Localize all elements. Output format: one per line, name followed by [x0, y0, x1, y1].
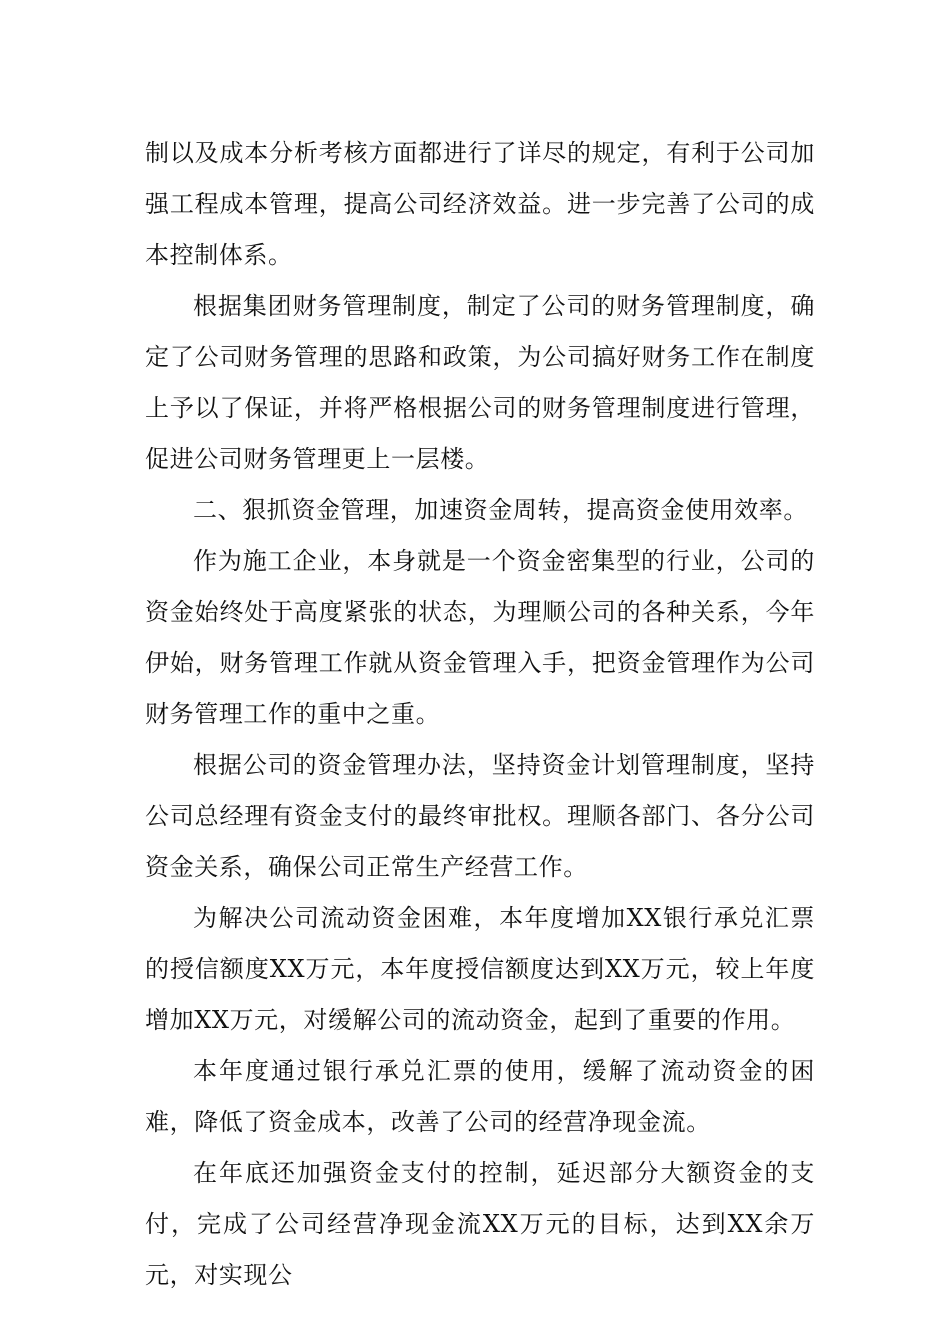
paragraph-year-end-control: 在年底还加强资金支付的控制，延迟部分大额资金的支付，完成了公司经营净现金流XX万元的目标，达到XX余万元，对实现公 [145, 1159, 815, 1289]
paragraph-acceptance-bills: 本年度通过银行承兑汇票的使用，缓解了流动资金的困难，降低了资金成本，改善了公司的经营净现金流。 [145, 1057, 815, 1136]
section-heading-fund-management: 二、狠抓资金管理，加速资金周转，提高资金使用效率。 [193, 496, 808, 524]
paragraph-cost-control: 制以及成本分析考核方面都进行了详尽的规定，有利于公司加强工程成本管理，提高公司经济效益。进一步完善了公司的成本控制体系。 [145, 139, 815, 269]
document-body [145, 128, 815, 1301]
paragraph-credit-line: 为解决公司流动资金困难，本年度增加XX银行承兑汇票的授信额度XX万元，本年度授信额度达到XX万元，较上年度增加XX万元，对缓解公司的流动资金，起到了重要的作用。 [145, 904, 815, 1034]
paragraph-fund-intensive: 作为施工企业，本身就是一个资金密集型的行业，公司的资金始终处于高度紧张的状态，为理顺公司的各种关系，今年伊始，财务管理工作就从资金管理入手，把资金管理作为公司财务管理工作的重中之重。 [145, 547, 815, 728]
paragraph-fund-approval: 根据公司的资金管理办法，坚持资金计划管理制度，坚持公司总经理有资金支付的最终审批权。理顺各部门、各分公司资金关系，确保公司正常生产经营工作。 [145, 751, 815, 881]
paragraph-financial-system: 根据集团财务管理制度，制定了公司的财务管理制度，确定了公司财务管理的思路和政策，为公司搞好财务工作在制度上予以了保证，并将严格根据公司的财务管理制度进行管理，促进公司财务管理更上一层楼。 [145, 292, 815, 473]
